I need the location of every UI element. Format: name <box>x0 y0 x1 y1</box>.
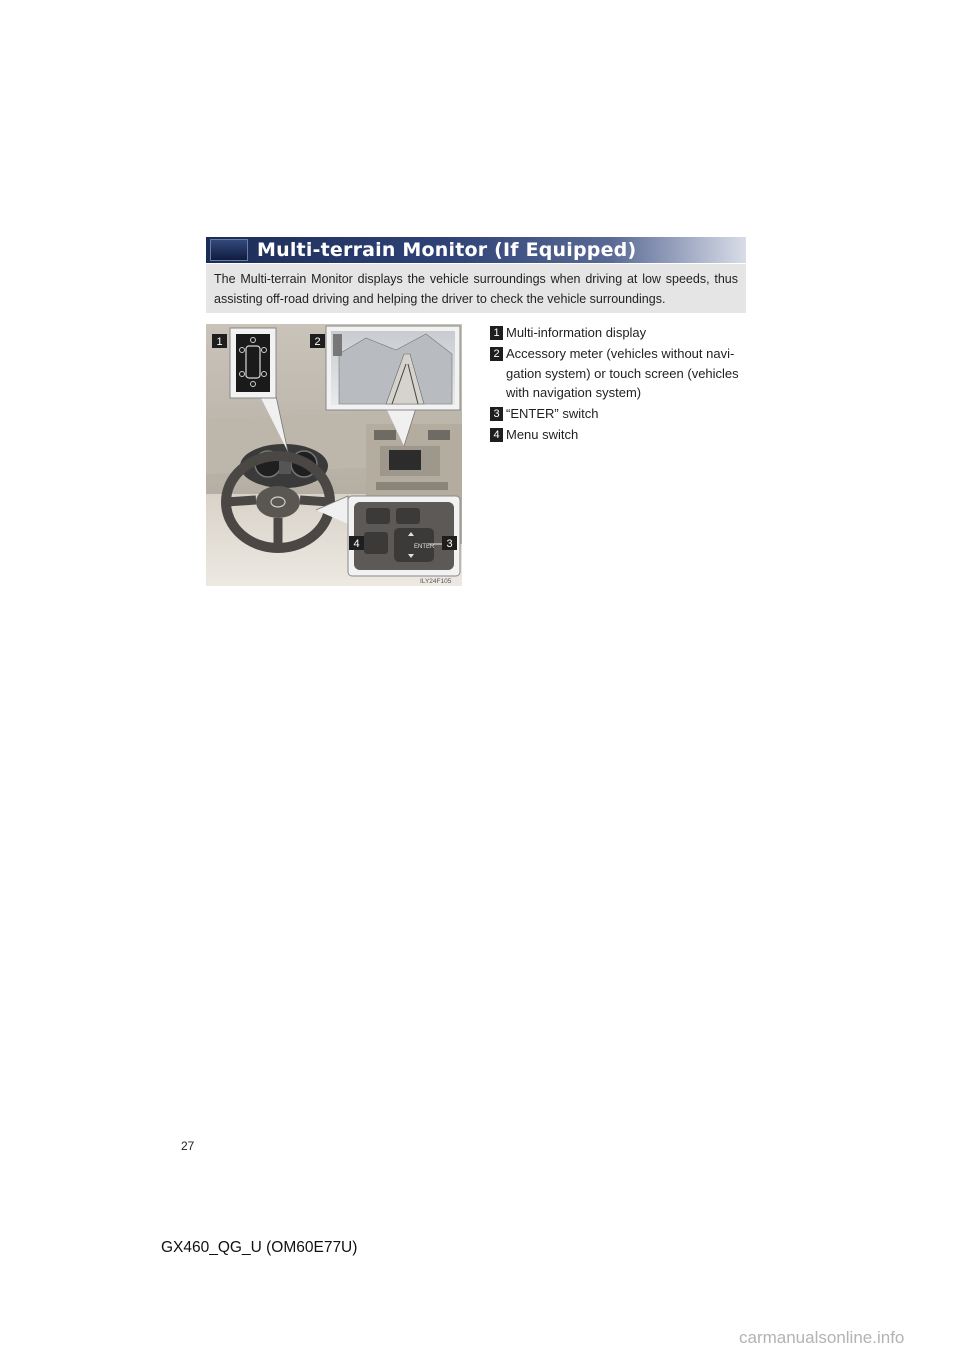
legend-text-3: “ENTER” switch <box>506 406 599 421</box>
document-id: GX460_QG_U (OM60E77U) <box>161 1239 358 1256</box>
figure-code: ILY24F105 <box>420 578 452 585</box>
legend-text-2: Accessory meter (vehicles without navi-gation system) or touch screen (vehicles with navigation system) <box>506 346 739 400</box>
section-header-tab <box>210 239 248 261</box>
legend-text-4: Menu switch <box>506 427 579 442</box>
legend-number-4: 4 <box>490 428 503 442</box>
dashboard-illustration-svg <box>206 324 462 586</box>
legend-number-2: 2 <box>490 347 503 361</box>
intro-box <box>206 264 746 313</box>
legend-item-1 <box>490 323 746 343</box>
callout-4-number: 4 <box>353 538 360 550</box>
page-number: 27 <box>181 1139 195 1153</box>
legend-item-4 <box>490 425 746 445</box>
callout-legend <box>490 323 746 446</box>
callout-2-number: 2 <box>314 336 321 348</box>
legend-number-3: 3 <box>490 407 503 421</box>
intro-text: The Multi-terrain Monitor displays the vehicle surroundings when driving at low speeds, thus assisting off-road driving and helping the driver to check the vehicle surroundings. <box>214 272 738 306</box>
callout-1-number: 1 <box>216 336 223 348</box>
legend-item-3 <box>490 404 746 424</box>
section-title: Multi-terrain Monitor (If Equipped) <box>257 239 637 261</box>
legend-item-2 <box>490 344 746 403</box>
legend-text-1: Multi-information display <box>506 325 647 340</box>
watermark: carmanualsonline.info <box>739 1328 905 1347</box>
enter-switch-label: ENTER <box>414 544 435 550</box>
callout-3-number: 3 <box>446 538 453 550</box>
legend-number-1: 1 <box>490 326 503 340</box>
dashboard-illustration <box>206 324 462 586</box>
